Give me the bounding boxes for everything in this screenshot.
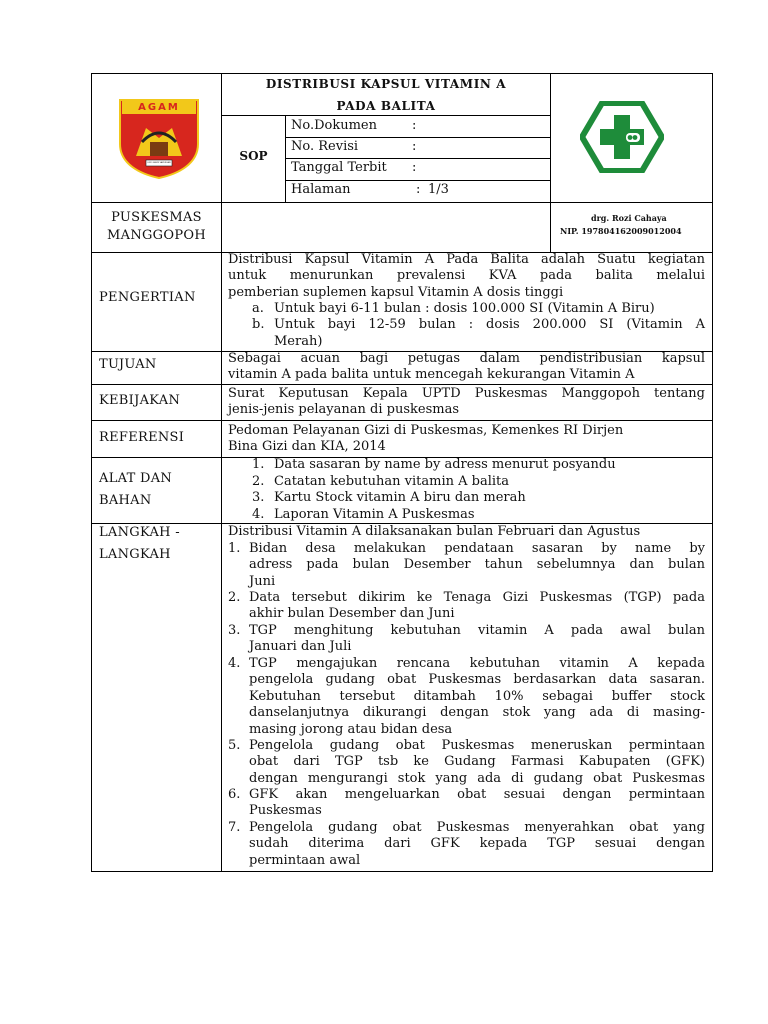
kebijakan-line: Surat Keputusan Kepala UPTD Puskesmas Manggopoh tentang <box>228 386 705 401</box>
item-text: Merah) <box>274 334 323 349</box>
item-text: Laporan Vitamin A Puskesmas <box>274 507 475 522</box>
step-line: Bidan desa melakukan pendataan sasaran by name by <box>249 541 705 556</box>
title-line-2: PADA BALITA <box>336 99 436 113</box>
item-marker: a. <box>252 301 264 316</box>
step-marker: 2. <box>228 590 241 605</box>
field-value: 1/3 <box>428 182 449 197</box>
step-line: sudah diterima dari GFK kepada TGP sesuai dengan <box>249 836 705 852</box>
pengertian-line: Distribusi Kapsul Vitamin A Pada Balita adalah Suatu kegiatan <box>228 252 705 267</box>
step-line: Pengelola gudang obat Puskesmas meneruskan permintaan <box>249 738 705 753</box>
field-colon: : <box>412 118 417 133</box>
step-marker: 3. <box>228 623 241 638</box>
label-langkah <box>99 522 180 566</box>
label-alat-bahan <box>99 468 172 512</box>
item-marker: 3. <box>252 490 265 505</box>
document-title <box>222 73 550 117</box>
label-pengertian: PENGERTIAN <box>99 290 196 305</box>
step-line: Januari dan Juli <box>249 639 352 655</box>
referensi-line: Pedoman Pelayanan Gizi di Puskesmas, Kemenkes RI Dirjen <box>228 423 624 438</box>
field-colon: : <box>416 182 421 197</box>
field-label: No. Revisi <box>291 139 359 154</box>
field-label: No.Dokumen <box>291 118 377 133</box>
step-line: adress pada bulan Desember tahun sebelumnya dan bulan <box>249 557 705 573</box>
step-line: danselanjutnya dikurangi dengan stok yang ada di masing- <box>249 705 705 721</box>
pengertian-line: untuk menurunkan prevalensi KVA pada balita melalui <box>228 268 705 284</box>
item-text: Untuk bayi 12-59 bulan : dosis 200.000 SI (Vitamin A <box>274 317 705 332</box>
referensi-line: Bina Gizi dan KIA, 2014 <box>228 439 386 455</box>
org-name-line-2: MANGGOPOH <box>107 228 206 243</box>
item-marker: 4. <box>252 507 265 522</box>
item-text: Data sasaran by name by adress menurut posyandu <box>274 457 616 472</box>
item-text: Untuk bayi 6-11 bulan : dosis 100.000 SI (Vitamin A Biru) <box>274 301 655 316</box>
referensi-text <box>228 423 705 456</box>
org-name-line-1: PUSKESMAS <box>111 210 202 225</box>
step-line: masing jorong atau bidan desa <box>249 721 453 737</box>
label-line: BAHAN <box>99 493 152 508</box>
label-line: ALAT DAN <box>99 471 173 486</box>
tujuan-line: vitamin A pada balita untuk mencegah kekurangan Vitamin A <box>228 367 635 383</box>
step-marker: 7. <box>228 820 241 835</box>
tujuan-text <box>228 351 705 384</box>
step-line: obat dari TGP tsb ke Gudang Farmasi Kabupaten (GFK) <box>249 754 705 770</box>
step-line: permintaan awal <box>249 852 361 868</box>
pengertian-text <box>228 252 705 301</box>
kebijakan-line: jenis-jenis pelayanan di puskesmas <box>228 402 459 418</box>
step-marker: 6. <box>228 787 241 802</box>
label-kebijakan: KEBIJAKAN <box>99 393 181 408</box>
agam-logo-motto: LIMO KAUM SAPUKUAN <box>147 162 171 164</box>
item-marker: 1. <box>252 457 265 472</box>
title-line-1: DISTRIBUSI KAPSUL VITAMIN A <box>265 77 507 91</box>
item-text: Catatan kebutuhan vitamin A balita <box>274 474 509 489</box>
step-marker: 4. <box>228 656 241 671</box>
step-line: akhir bulan Desember dan Juni <box>249 606 455 622</box>
step-marker: 5. <box>228 738 241 753</box>
label-line: LANGKAH - <box>99 525 180 540</box>
signer-name: drg. Rozi Cahaya <box>591 213 667 223</box>
step-marker: 1. <box>228 541 241 556</box>
langkah-intro: Distribusi Vitamin A dilaksanakan bulan Februari dan Agustus <box>228 524 641 539</box>
item-text: Kartu Stock vitamin A biru dan merah <box>274 490 526 505</box>
signer-nip: NIP. 197804162009012004 <box>560 226 682 236</box>
label-line: LANGKAH <box>99 547 171 562</box>
step-line: TGP mengajukan rencana kebutuhan vitamin A kepada <box>249 656 705 671</box>
item-marker: b. <box>252 317 265 332</box>
step-line: Juni <box>249 573 276 589</box>
step-line: Puskesmas <box>249 803 322 819</box>
item-marker: 2. <box>252 474 265 489</box>
agam-logo-text: AGAM <box>138 102 180 113</box>
step-line: GFK akan mengeluarkan obat sesuai dengan permintaan <box>249 787 705 802</box>
agam-logo <box>116 98 202 180</box>
tujuan-line: Sebagai acuan bagi petugas dalam pendistribusian kapsul <box>228 351 705 366</box>
field-colon: : <box>412 160 417 175</box>
label-tujuan: TUJUAN <box>99 357 157 372</box>
label-referensi: REFERENSI <box>99 430 185 445</box>
kebijakan-text <box>228 386 705 419</box>
org-name <box>92 209 221 245</box>
step-line: Pengelola gudang obat Puskesmas menyerahkan obat yang <box>249 820 705 835</box>
step-line: TGP menghitung kebutuhan vitamin A pada awal bulan <box>249 623 705 638</box>
step-line: Kebutuhan tersebut ditambah 10% sebagai buffer stock <box>249 688 705 704</box>
puskesmas-logo <box>580 101 664 173</box>
pengertian-line: pemberian suplemen kapsul Vitamin A dosis tinggi <box>228 284 564 300</box>
sop-label: SOP <box>239 149 268 163</box>
step-line: pengelola gudang obat Puskesmas berdasarkan data sasaran. <box>249 672 705 688</box>
step-line: dengan mengurangi stok yang ada di gudang obat Puskesmas <box>249 770 705 786</box>
step-line: Data tersebut dikirim ke Tenaga Gizi Puskesmas (TGP) pada <box>249 590 705 605</box>
field-colon: : <box>412 139 417 154</box>
field-label: Tanggal Terbit <box>291 160 387 175</box>
field-label: Halaman <box>291 182 351 197</box>
